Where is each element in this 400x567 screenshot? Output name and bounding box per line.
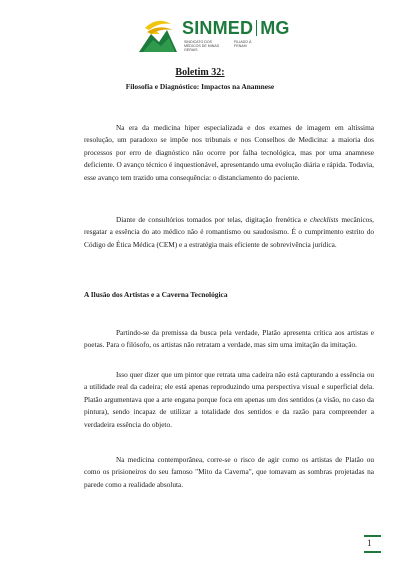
letterhead [0,14,400,56]
section-heading: A Ilusão dos Artistas e a Caverna Tecnológica [84,290,228,299]
mountain-logo-icon [137,16,179,54]
brand-tagline-left: SINDICATO DOS MÉDICOS DE MINAS GERAIS [184,40,220,53]
paragraph-4: Isso quer dizer que um pintor que retrata uma cadeira não está capturando a essência ou a utilidade real da cadeira; ele está apenas reproduzindo uma perspectiva visual e superficial dela. Platão argumentava que a arte engana porque foca em apenas um dos sentidos (a visão, no caso da pintura), sendo incapaz de utilizar a totalidade dos sentidos e da razão para compreender a verdadeira essência do objeto. [84,370,374,429]
footer-rule-top [364,535,381,537]
paragraph-2-end: mecânicos, resgatar a essência do ato médico não é romantismo ou saudosismo. É o cumprimento estrito do Código de Ética Médica (CEM) e a estratégia mais eficiente de sobrevivência jurídica. [84,215,374,249]
footer-rule-bottom [364,551,381,553]
paragraph-2-italic: checklists [310,215,339,224]
page-number: 1 [367,538,372,548]
paragraph-2 [84,214,374,251]
brand-left: SINMED [182,18,254,38]
paragraph-5: Na medicina contemporânea, corre-se o risco de agir como os artistas de Platão ou como os prisioneiros do seu famoso "Mito da Caverna", que tomavam as sombras projetadas na parede como a realidade absoluta. [84,455,374,489]
brand-separator [256,20,257,36]
brand-right: MG [260,18,290,38]
paragraph-3: Partindo-se da premissa da busca pela verdade, Platão apresenta crítica aos artistas e poetas. Para o filósofo, os artistas não retratam a verdade, mas sim uma imitação da imitação. [84,328,374,350]
paragraph-1: Na era da medicina hiper especializada e dos exames de imagem em altíssima resolução, um paradoxo se impõe nos tribunais e nos Conselhos de Medicina: a maioria dos processos por erro de diagnóstico não ocorre por falha tecnológica, mas por uma anamnese deficiente. O avanço técnico é inquestionável, apresentando uma evolução diária e rápida. Todavia, esse avanço tem trazido uma consequência: o distanciamento do paciente. [84,123,374,182]
document-title: Boletim 32: [175,67,225,78]
brand-tagline-right: FILIADO À FENAM [234,40,252,49]
paragraph-2-start: Diante de consultórios tomados por telas, digitação frenética e [116,215,311,224]
document-subtitle: Filosofia e Diagnóstico: Impactos na Anamnese [125,82,275,91]
brand-name [182,18,290,39]
